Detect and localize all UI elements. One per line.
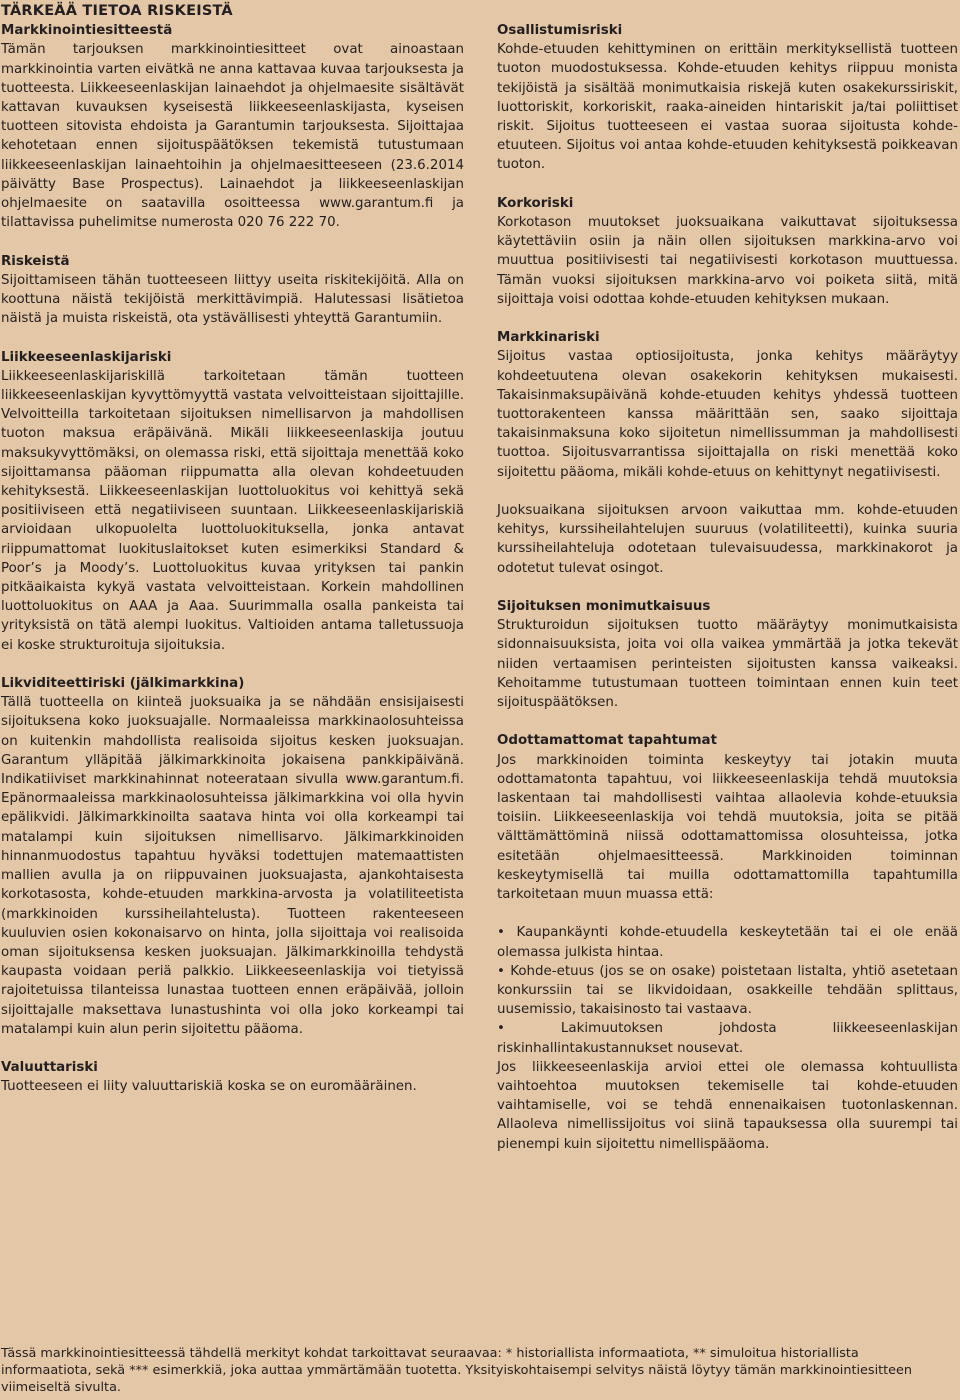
section-odottamattomat-tapahtumat xyxy=(497,731,958,1153)
left-column xyxy=(1,2,464,1116)
section-heading: Odottamattomat tapahtumat xyxy=(497,733,717,749)
bullet-item: • Kohde-etuus (jos se on osake) poistetaan listalta, yhtiö asetetaan konkurssiin tai se likvidoidaan, osakkeille tehdään splittaus, uusemissio, takaisinosto tai vastaava. xyxy=(497,963,958,1018)
section-riskeista xyxy=(1,252,464,329)
page-title: TÄRKEÄÄ TIETOA RISKEISTÄ xyxy=(1,3,233,19)
section-paragraph: Strukturoidun sijoituksen tuotto määräytyy monimutkaisista sidonnaisuuksista, joita voi olla vaikea ymmärtää ja jotka tekevät niiden vertaamisen perinteisten sijoitusten kanssa vaikeaksi. Kehoitamme tutustumaan tuotteen toimintaan ennen kuin teet sijoituspäätöksen. xyxy=(497,618,958,711)
section-markkinariski xyxy=(497,328,958,578)
section-heading: Sijoituksen monimutkaisuus xyxy=(497,599,711,615)
footer-note: Tässä markkinointiesitteessä tähdellä merkityt kohdat tarkoittavat seuraavaa: * historiallista informaatiota, ** simuloitua historiallista informaatiota, sekä *** esimerkkiä, joka auttaa ymmärtämään tuotetta. Yksityiskohtaisempi selvitys näistä löytyy tämän markkinointiesitteen viimeiseltä sivulta. xyxy=(1,1346,913,1395)
section-osallistumisriski xyxy=(497,21,958,175)
section-likviditeettiriski xyxy=(1,674,464,1039)
section-heading: Markkinointiesitteestä xyxy=(1,23,173,39)
section-heading: Korkoriski xyxy=(497,195,574,211)
section-monimutkaisuus xyxy=(497,597,958,712)
section-paragraph: Tuotteeseen ei liity valuuttariskiä koska se on euromääräinen. xyxy=(1,1079,417,1095)
section-paragraph: Tämän tarjouksen markkinointiesitteet ovat ainoastaan markkinointia varten eivätkä ne anna kattavaa kuvaa tarjouksesta ja tuotteesta. Liikkeeseenlaskijan lainaehdot ja ohjelmaesite sisältävät kattavan kuvauksen kyseisestä liikkeeseenlaskijasta, kyseisen tuotteen sitovista ehdoista ja Garantumin tarjouksesta. Sijoittajaa kehotetaan ennen sijoituspäätöksen tekemistä tutustumaan liikkeeseenlaskijan lainaehtoihin ja ohjelmaesitteeseen (23.6.2014 päivätty Base Prospectus). Lainaehdot ja liikkeeseenlaskijan ohjelmaesite on saatavilla osoitteessa www.garantum.fi ja tilattavissa puhelimitse numerosta 020 76 222 70. xyxy=(1,42,464,231)
section-paragraph: Juoksuaikana sijoituksen arvoon vaikuttaa mm. kohde-etuuden kehitys, kurssiheilahtelujen suuruus (volatiliteetti), kuinka suuria kurssiheilahteluja odotetaan tulevaisuudessa, markkinakorot ja odotetut tulevat osingot. xyxy=(497,503,958,576)
section-markkinointiesite xyxy=(1,21,464,232)
section-heading: Liikkeeseenlaskijariski xyxy=(1,349,172,365)
section-heading: Riskeistä xyxy=(1,253,70,269)
bullet-item: • Kaupankäynti kohde-etuudella keskeytetään tai ei ole enää olemassa julkista hintaa. xyxy=(497,925,958,960)
section-paragraph: Jos liikkeeseenlaskija arvioi ettei ole olemassa kohtuullista vaihtoehtoa muutoksen tekemiselle tai kohde-etuuden vaihtamiselle, voi se tehdä ennenaikaisen tuotonlaskennan. Allaoleva nimellissijoitus voi siinä tapauksessa olla suurempi tai pienempi kuin sijoitettu nimellispääoma. xyxy=(497,1059,958,1152)
section-heading: Osallistumisriski xyxy=(497,23,623,38)
section-heading: Markkinariski xyxy=(497,330,600,346)
right-column xyxy=(497,21,958,1173)
section-paragraph: Sijoittamiseen tähän tuotteeseen liittyy useita riskitekijöitä. Alla on koottuna näistä tekijöistä merkittävimpiä. Halutessasi lisätietoa näistä ja muista riskeistä, ota ystävällisesti yhteyttä Garantumiin. xyxy=(1,272,464,327)
section-heading: Likviditeettiriski (jälkimarkkina) xyxy=(1,676,245,692)
section-heading: Valuuttariski xyxy=(1,1060,98,1076)
bullet-item: • Lakimuutoksen johdosta liikkeeseenlaskijan riskinhallintakustannukset nousevat. xyxy=(497,1021,958,1056)
section-paragraph: Jos markkinoiden toiminta keskeytyy tai jotakin muuta odottamatonta tapahtuu, voi liikkeeseenlaskija tehdä muutoksia laskentaan tai mahdollisesti vaihtaa allaolevia kohde-etuuksia toisiin. Liikkeeseenlaskija voi tehdä muutoksia, joita se pitää välttämättöminä niissä odottamattomissa olosuhteissa, jotka esitetään ohjelmaesitteessä. Markkinoiden toiminnan keskeytymisellä tai muilla odottamattomilla tapahtumilla tarkoitetaan muun muassa että: xyxy=(497,752,958,903)
section-paragraph: Liikkeeseenlaskijariskillä tarkoitetaan tämän tuotteen liikkeeseenlaskijan kyvyttömyyttä vastata velvoitteistaan sijoittajille. Velvoitteilla tarkoitetaan sijoituksen nimellisarvon ja mahdollisen tuoton maksua eräpäivänä. Mikäli liikkeeseenlaskija joutuu maksukyvyttömäksi, on olemassa riski, että sijoittaja menettää koko sijoittamansa pääoman riippumatta alla olevan kohdeetuuden kehityksestä. Liikkeeseenlaskijan luottoluokitus voi kehittyä sekä positiiviseen että negatiiviseen suuntaan. Liikkeeseenlaskijariskiä arvioidaan ulkopuolelta luottoluokituksella, jonka antavat riippumattomat luokituslaitokset kuten esimerkiksi Standard & Poor’s ja Moody’s. Luottoluokitus kuvaa yrityksen tai pankin pitkäaikaista kykyä vastata velvoitteistaan. Korkein mahdollinen luottoluokitus on AAA ja Aaa. Suurimmalla osalla pankeista tai yrityksistä on tätä alempi luokitus. Valtioiden antama talletussuoja ei koske strukturoituja sijoituksia. xyxy=(1,368,464,653)
section-liikkeeseenlaskijariski xyxy=(1,348,464,655)
section-valuuttariski xyxy=(1,1058,464,1096)
section-paragraph: Korkotason muutokset juoksuaikana vaikuttavat sijoituksessa käytettäviin osiin ja näin ollen sijoituksen markkina-arvo voi muuttua positiivisesti tai negatiivisesti korkotason muuttuessa. Tämän vuoksi sijoituksen markkina-arvo voi poiketa siitä, mitä sijoittaja voisi odottaa kohde-etuuden kehityksen mukaan. xyxy=(497,215,958,307)
section-paragraph: Kohde-etuuden kehittyminen on erittäin merkityksellistä tuotteen tuoton muodostuksessa. Kohde-etuuden kehitys riippuu monista tekijöistä ja sisältää monimutkaisia riskejä kuten osakekurssiriskit, luottoriskit, korkoriskit, raaka-aineiden hintariskit ja/tai poliittiset riskit. Sijoitus tuotteeseen ei vastaa suoraa sijoitusta kohde-etuuteen. Sijoitus voi antaa kohde-etuuden kehityksestä poikkeavan tuoton. xyxy=(497,42,958,173)
section-paragraph: Tällä tuotteella on kiinteä juoksuaika ja se nähdään ensisijaisesti sijoituksena koko juoksuajalle. Normaaleissa markkinaolosuhteissa on kuitenkin mahdollista realisoida sijoitus kesken juoksuajan. Garantum ylläpitää jälkimarkkinoita jokaisena pankkipäivänä. Indikatiiviset markkinahinnat noteerataan sivulla www.garantum.fi. Epänormaaleissa markkinaolosuhteissa jälkimarkkina voi olla hyvin epälikvidi. Jälkimarkkinoilta saatava hinta voi olla korkeampi tai matalampi kuin sijoituksen nimellisarvo. Jälkimarkkinoiden hinnanmuodostus tapahtuu hyväksi todettujen matemaattisten mallien avulla ja on riippuvainen juoksuajasta, ajankohtaisesta korkotasosta, kohde-etuuden markkina-arvosta ja volatiliteetista (markkinoiden kurssiheilahtelusta). Tuotteen rakenteeseen kuuluvien osien kokonaisarvo on hinta, jolla sijoittaja voi realisoida oman sijoituksensa kesken juoksuajan. Jälkimarkkinoilla tehdystä kaupasta voidaan periä palkkio. Liikkeeseenlaskija voi tietyissä rajoitetuissa tilanteissa lunastaa tuotteen ennen eräpäivää, jolloin sijoittajalle maksettava lunastushinta voi olla joko korkeampi tai matalampi kuin alun perin sijoitettu pääoma. xyxy=(1,695,464,1037)
section-paragraph: Sijoitus vastaa optiosijoitusta, jonka kehitys määräytyy kohdeetuutena olevan osakekorin kehityksen mukaisesti. Takaisinmaksupäivänä kohde-etuuden kehitys yhdessä tuotteen tuottorakenteen kanssa määrittään sen, saako sijoittaja takaisinmaksuna koko sijoitetun nimellissumman ja mahdollisesti tuottoa. Sijoitusvarrantissa sijoittajalla on riski menettää koko sijoitettu pääoma, mikäli kohde-etuus on kehittynyt negatiivisesti. xyxy=(497,349,958,480)
section-korkoriski xyxy=(497,194,958,309)
